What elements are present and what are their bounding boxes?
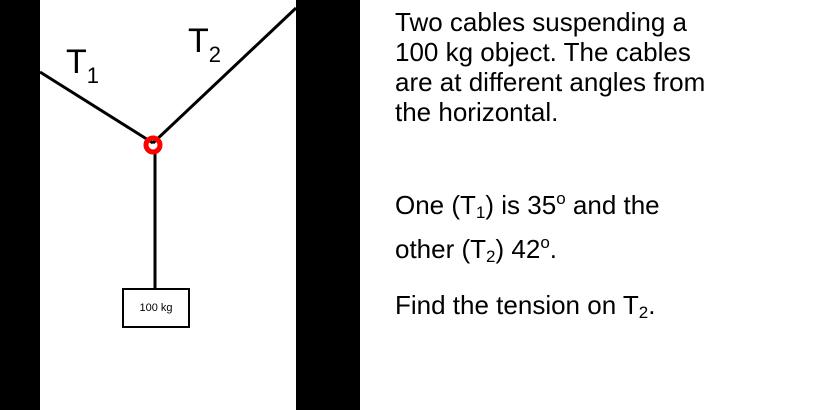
cable-t2-subscript: 2 [208,42,222,67]
angles-subscript: 2 [486,247,496,266]
degree-symbol: o [540,233,550,252]
angles-paragraph [395,184,815,272]
cable-t2-label [188,22,222,67]
cable-t1-label [66,43,100,88]
cable-t2-letter: T [188,22,209,60]
cable-t1-letter: T [66,43,87,81]
intro-paragraph [395,7,815,127]
intro-line: 100 kg object. The cables [395,37,691,67]
degree-symbol: o [556,189,566,208]
angles-line-1 [395,184,815,228]
angles-line-2 [395,228,815,272]
question-paragraph [395,290,815,328]
intro-line: Two cables suspending a [395,7,687,37]
angles-subscript: 1 [475,203,486,222]
intro-line: are at different angles from [395,67,706,97]
knot-point [146,138,160,152]
mass-box [122,288,190,328]
cable-t2 [153,8,296,143]
question-text: . [648,290,656,320]
question-text: Find the tension on T [395,290,639,320]
question-subscript: 2 [638,303,649,322]
angles-text: ) 42 [495,234,541,264]
intro-line: the horizontal. [395,97,559,127]
angles-text: other (T [395,234,487,264]
mass-label: 100 kg [139,302,173,314]
cable-t1-subscript: 1 [86,63,100,88]
angles-text: ) is 35 [485,190,557,220]
angles-text: and the [565,190,660,220]
angles-text: . [549,234,558,264]
angles-text: One (T [395,190,476,220]
